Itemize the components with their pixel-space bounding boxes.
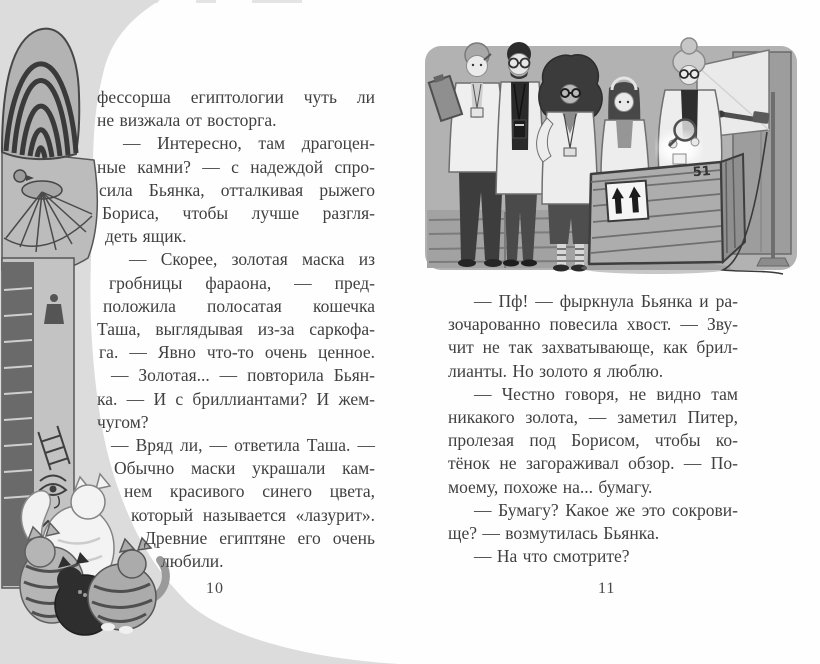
text-line: положила полосатая кошечка (103, 295, 375, 316)
sarcophagus-wing-band (2, 150, 97, 274)
text-line: чугом? (97, 411, 149, 432)
text-line: пролезая под Борисом, чтобы ко- (448, 430, 738, 451)
text-line: — Пф! — фыркнула Бьянка и ра- (474, 291, 738, 311)
text-line: тёнок не загораживал обзор. — По- (448, 453, 738, 474)
text-line: — На что смотрите? (474, 546, 630, 567)
text-line: который называется «лазурит». (131, 504, 375, 525)
text-line: га. — Явно что-то очень ценное. (99, 342, 375, 363)
text-line: — Золотая... — повторила Бьян- (111, 365, 375, 386)
text-line: ще? — возмутилась Бьянка. (448, 523, 660, 544)
text-line: сила Бьянка, отталкивая рыжего (99, 179, 375, 200)
text-line: гробницы фараона, — пред- (109, 272, 375, 293)
text-line: лианты. Но золото я люблю. (448, 360, 664, 381)
text-line: деть ящик. (105, 226, 187, 247)
text-line: ные камни? — с надеждой спро- (97, 156, 375, 177)
right-page-text (448, 290, 738, 568)
this-side-up-label (606, 181, 649, 222)
text-line: моему, похоже на... бумагу. (448, 476, 653, 497)
left-page-text (97, 86, 375, 573)
text-line: Древние египтяне его очень (144, 527, 375, 548)
text-line: нем красивого синего цвета, (124, 481, 375, 502)
page-number-right: 11 (598, 580, 616, 597)
crate (581, 154, 745, 274)
text-line: Таша, выглядывая из-за саркофа- (97, 319, 375, 340)
text-line: ка. — И с бриллиантами? И жем- (97, 388, 375, 409)
text-line: — Вряд ли, — ответила Таша. — (111, 435, 375, 456)
text-line: чит не так захватывающе, как брил- (448, 337, 738, 358)
text-line: фессорша египтологии чуть ли (97, 87, 375, 107)
text-line: — Скорее, золотая маска из (129, 249, 375, 270)
text-line: любили. (161, 551, 224, 572)
text-line: зочарованно повесила хвост. — Зву- (448, 314, 738, 335)
text-line: Бориса, чтобы лучше разгля- (102, 203, 375, 224)
lab-scene-illustration (421, 22, 801, 278)
text-line: — Интересно, там драгоцен- (123, 133, 375, 154)
crate-number: 51 (692, 164, 712, 181)
text-line: — Честно говоря, не видно там (474, 383, 738, 404)
page-number-left: 10 (206, 580, 224, 597)
text-line: Обычно маски украшали кам- (114, 458, 375, 479)
text-line: — Бумагу? Какое же это сокрови- (474, 499, 738, 520)
text-line: не визжала от восторга. (97, 110, 277, 131)
text-line: никакого золота, — заметил Питер, (448, 407, 738, 428)
